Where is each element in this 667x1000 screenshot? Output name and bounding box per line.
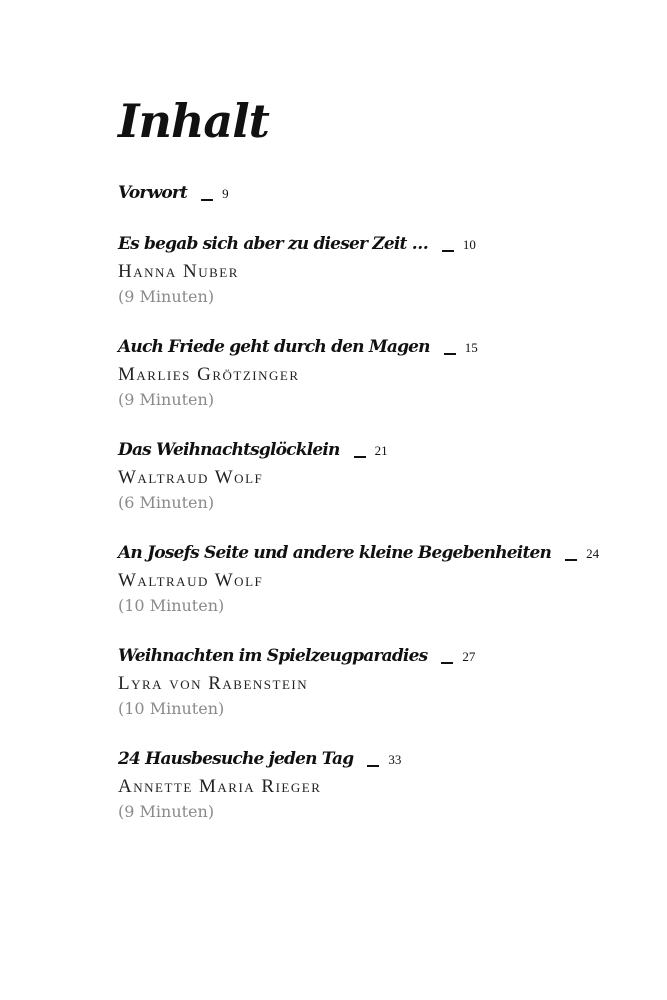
dash-separator (565, 559, 577, 561)
toc-title-line (118, 749, 638, 774)
toc-title-line (118, 440, 638, 465)
toc-entry-title: Auch Friede geht durch den Magen (118, 337, 430, 357)
toc-entry-duration: (6 Minuten) (118, 493, 215, 512)
toc-entry-duration: (9 Minuten) (118, 390, 215, 409)
toc-entry-title: Vorwort (118, 183, 188, 203)
toc-entry-title: 24 Hausbesuche jeden Tag (118, 749, 354, 769)
dash-separator (444, 353, 456, 355)
toc-title-line (118, 183, 638, 208)
dash-separator (442, 250, 454, 252)
toc-entry-duration: (10 Minuten) (118, 596, 225, 615)
toc-entry-title: Weihnachten im Spielzeugparadies (118, 646, 428, 666)
dash-separator (441, 662, 453, 664)
toc-entry-author: Hanna Nuber (118, 261, 239, 282)
toc-page-number: 24 (586, 546, 600, 561)
toc-entry-author: Waltraud Wolf (118, 467, 264, 488)
toc-entry (118, 440, 638, 515)
toc-entry-preface (118, 183, 638, 208)
toc-entry-author: Annette Maria Rieger (118, 776, 322, 797)
toc-entry (118, 749, 638, 824)
toc-page-number: 27 (462, 649, 476, 664)
toc-entry (118, 646, 638, 721)
toc-entry (118, 337, 638, 412)
toc-page-number: 10 (462, 237, 476, 252)
toc-entry-duration: (9 Minuten) (118, 802, 215, 821)
toc-entry-author: Marlies Grötzinger (118, 364, 300, 385)
toc-entry-duration: (9 Minuten) (118, 287, 215, 306)
toc-entry-author: Lyra von Rabenstein (118, 673, 309, 694)
toc-entry-title: Das Weihnachtsglöcklein (118, 440, 340, 460)
dash-separator (367, 765, 379, 767)
toc-title-line (118, 234, 638, 259)
toc-entry (118, 234, 638, 309)
toc-entry (118, 543, 638, 618)
toc-entry-author: Waltraud Wolf (118, 570, 264, 591)
toc-entry-duration: (10 Minuten) (118, 699, 225, 718)
toc-title-line (118, 543, 638, 568)
toc-entry-title: Es begab sich aber zu dieser Zeit … (118, 234, 428, 254)
toc-entry-title: An Josefs Seite und andere kleine Begebenheiten (118, 543, 552, 563)
toc-page-number: 21 (374, 443, 388, 458)
toc-page-number: 9 (222, 186, 229, 201)
toc-page-number: 33 (388, 752, 402, 767)
dash-separator (354, 456, 366, 458)
dash-separator (201, 199, 213, 201)
toc-title-line (118, 337, 638, 362)
toc-page-number: 15 (464, 340, 478, 355)
table-of-contents (118, 92, 638, 852)
toc-title-line (118, 646, 638, 671)
page-title: Inhalt (118, 94, 269, 148)
